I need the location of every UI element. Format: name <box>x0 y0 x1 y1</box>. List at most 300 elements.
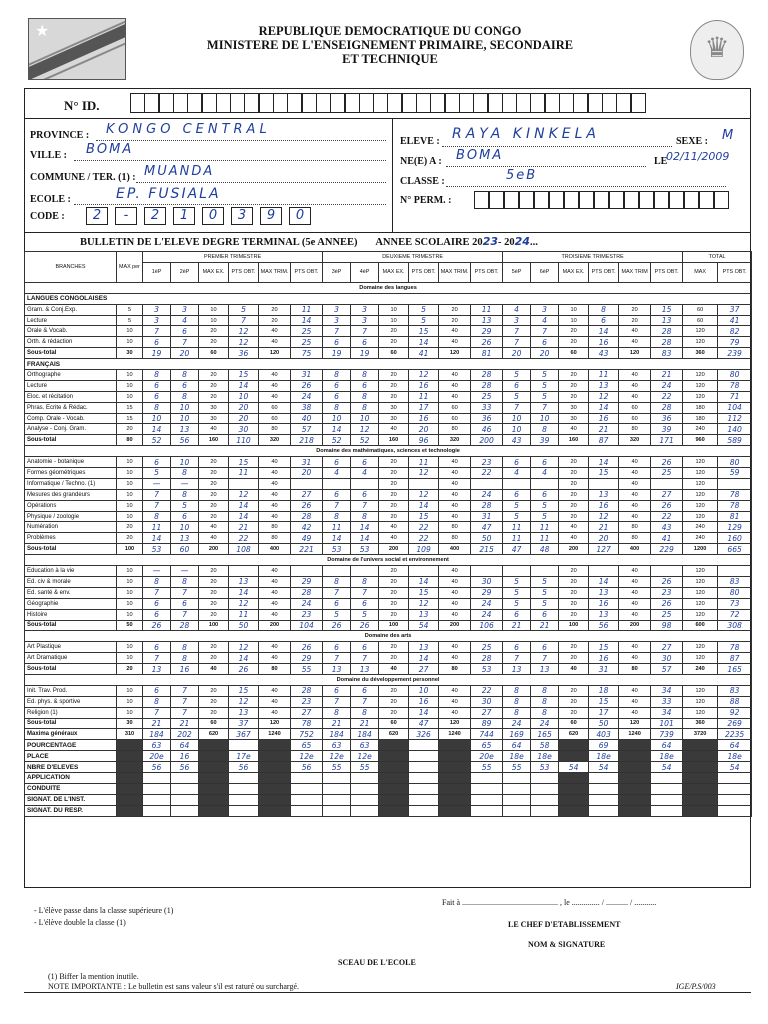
grade-cell: 10 <box>503 413 531 424</box>
summary-cell <box>409 740 439 751</box>
id-digit-box[interactable] <box>430 93 445 113</box>
grade-cell: 752 <box>291 729 323 740</box>
summary-cell <box>171 794 199 805</box>
grade-cell: 40 <box>259 598 291 609</box>
grade-cell: 80 <box>619 664 651 675</box>
grade-cell: 11 <box>143 522 171 533</box>
header-line-3: ET TECHNIQUE <box>342 52 438 66</box>
grade-cell: 10 <box>117 707 143 718</box>
id-digit-box[interactable] <box>302 93 317 113</box>
summary-cell <box>117 762 143 773</box>
grade-cell: 120 <box>683 337 718 348</box>
id-digit-box[interactable] <box>259 93 274 113</box>
summary-cell <box>559 794 589 805</box>
grade-cell: 10 <box>199 304 229 315</box>
bulletin-title-text: BULLETIN DE L'ELEVE DEGRE TERMINAL (5e ANNEE) <box>80 237 358 248</box>
perm-digit-box[interactable] <box>684 191 699 209</box>
grade-cell: 3 <box>323 304 351 315</box>
grade-cell: 8 <box>589 304 619 315</box>
grade-cell: 7 <box>351 696 379 707</box>
grade-cell: 34 <box>651 707 683 718</box>
grade-cell: 20 <box>379 696 409 707</box>
id-digit-box[interactable] <box>216 93 231 113</box>
grade-cell: 60 <box>199 718 229 729</box>
table-row <box>25 424 752 435</box>
grade-cell: 7 <box>323 696 351 707</box>
summary-cell <box>143 794 171 805</box>
summary-cell <box>291 805 323 816</box>
grade-cell: 14 <box>229 500 259 511</box>
grade-cell: 8 <box>143 370 171 381</box>
grade-cell: 30 <box>229 424 259 435</box>
summary-cell <box>589 772 619 783</box>
grade-cell: 20 <box>559 457 589 468</box>
grade-cell: 78 <box>718 380 752 391</box>
id-digit-box[interactable] <box>616 93 631 113</box>
id-digit-box[interactable] <box>330 93 345 113</box>
application-label: APPLICATION <box>25 772 117 783</box>
code-digit-box[interactable]: 1 <box>173 207 195 225</box>
grade-cell <box>471 566 503 577</box>
grade-cell: 16 <box>589 500 619 511</box>
grade-cell: 57 <box>291 424 323 435</box>
grade-cell: 37 <box>229 718 259 729</box>
grade-cell: 30 <box>199 402 229 413</box>
grade-cell: 14 <box>409 337 439 348</box>
grade-cell: 310 <box>117 729 143 740</box>
grade-cell: 13 <box>531 664 559 675</box>
grade-cell: 10 <box>409 685 439 696</box>
grade-cell: 7 <box>143 326 171 337</box>
grade-cell: 200 <box>559 544 589 555</box>
grade-cell: 10 <box>117 587 143 598</box>
grade-cell: 24 <box>291 391 323 402</box>
grade-cell: 40 <box>199 424 229 435</box>
grade-cell: 43 <box>651 522 683 533</box>
grade-cell: 20 <box>379 326 409 337</box>
grade-cell: 120 <box>439 718 471 729</box>
perm-digit-box[interactable] <box>534 191 549 209</box>
table-row <box>25 304 752 315</box>
grade-cell: 8 <box>531 685 559 696</box>
grade-cell: 15 <box>589 696 619 707</box>
id-digit-box[interactable] <box>516 93 531 113</box>
nbre-eleves-label: NBRE D'ELEVES <box>25 762 117 773</box>
grade-cell: 8 <box>171 468 199 479</box>
id-digit-box[interactable] <box>202 93 217 113</box>
grade-cell: 7 <box>171 587 199 598</box>
grade-cell: 165 <box>718 664 752 675</box>
grade-cell: 26 <box>651 457 683 468</box>
grade-cell: 26 <box>291 642 323 653</box>
table-row <box>25 511 752 522</box>
grade-cell: 60 <box>259 402 291 413</box>
perm-digit-box[interactable] <box>714 191 729 209</box>
grade-cell: 47 <box>471 522 503 533</box>
grade-cell: 120 <box>683 457 718 468</box>
id-digit-box[interactable] <box>159 93 174 113</box>
grade-cell: 7 <box>531 653 559 664</box>
grade-cell: 20 <box>379 598 409 609</box>
perm-digit-box[interactable] <box>669 191 684 209</box>
summary-cell <box>379 762 409 773</box>
grade-cell: 120 <box>683 500 718 511</box>
grades-table-head <box>25 252 752 283</box>
grade-cell: 20 <box>379 457 409 468</box>
summary-cell: 56 <box>171 762 199 773</box>
grade-cell: 26 <box>143 620 171 631</box>
grade-cell: 620 <box>379 729 409 740</box>
grade-cell: 12 <box>229 337 259 348</box>
grade-cell: 30 <box>117 718 143 729</box>
grade-cell: 7 <box>171 609 199 620</box>
grade-cell: 120 <box>683 326 718 337</box>
grade-cell: 239 <box>718 348 752 359</box>
province-value: KONGO CENTRAL <box>106 122 271 137</box>
grade-cell: 39 <box>531 435 559 446</box>
grade-cell: 10 <box>117 653 143 664</box>
perm-digit-box[interactable] <box>474 191 489 209</box>
summary-cell <box>531 794 559 805</box>
grade-cell: 13 <box>589 587 619 598</box>
classe-label: CLASSE : <box>400 176 445 187</box>
grade-cell: 180 <box>683 413 718 424</box>
grade-cell: 20 <box>291 468 323 479</box>
grade-cell: 12 <box>409 598 439 609</box>
grade-cell: 24 <box>291 598 323 609</box>
id-digit-box[interactable] <box>230 93 245 113</box>
grade-cell: 7 <box>171 685 199 696</box>
grade-cell: 20 <box>379 468 409 479</box>
grade-cell: 120 <box>683 511 718 522</box>
grade-cell: 34 <box>651 685 683 696</box>
grade-cell: 40 <box>439 380 471 391</box>
grade-cell: 20 <box>379 609 409 620</box>
branch-name: Sous-total <box>25 544 117 555</box>
grade-cell: 129 <box>718 522 752 533</box>
grade-cell: 20 <box>379 587 409 598</box>
grade-cell: 106 <box>471 620 503 631</box>
grade-cell: 26 <box>323 620 351 631</box>
grade-cell: 28 <box>651 337 683 348</box>
grade-cell: 120 <box>683 380 718 391</box>
grade-cell: 20 <box>199 587 229 598</box>
grade-cell: 6 <box>171 380 199 391</box>
pourcentage-row <box>25 740 752 751</box>
grade-cell: 8 <box>171 653 199 664</box>
grade-cell: 25 <box>651 468 683 479</box>
summary-cell <box>718 805 752 816</box>
grade-cell: 11 <box>229 468 259 479</box>
summary-cell: 18e <box>503 751 531 762</box>
perm-digit-box[interactable] <box>699 191 714 209</box>
grade-cell: 4 <box>171 315 199 326</box>
code-digit-box[interactable]: 2 <box>144 207 166 225</box>
code-digit-box[interactable]: 9 <box>260 207 282 225</box>
code-digit-box[interactable]: 0 <box>202 207 224 225</box>
branch-name: Maxima généraux <box>25 729 117 740</box>
grade-cell: 7 <box>143 489 171 500</box>
code-digit-box[interactable]: 2 <box>86 207 108 225</box>
grade-cell: 83 <box>651 348 683 359</box>
perm-digit-box[interactable] <box>639 191 654 209</box>
col-max-per: MAX per <box>117 252 143 283</box>
grade-cell: 6 <box>503 609 531 620</box>
grade-cell: 101 <box>651 718 683 729</box>
grade-cell: 269 <box>718 718 752 729</box>
grade-cell: 21 <box>503 620 531 631</box>
summary-cell: 65 <box>471 740 503 751</box>
col-max-trim-2: MAX TRIM. <box>439 262 471 282</box>
grade-cell: 20 <box>409 424 439 435</box>
id-digit-box[interactable] <box>588 93 603 113</box>
id-digit-box[interactable] <box>530 93 545 113</box>
grade-cell: 20 <box>503 348 531 359</box>
grade-cell: 40 <box>619 707 651 718</box>
id-digit-box[interactable] <box>545 93 560 113</box>
grade-cell <box>503 478 531 489</box>
grade-cell: 20 <box>559 380 589 391</box>
grade-cell: 20 <box>559 598 589 609</box>
grade-cell: 41 <box>651 533 683 544</box>
grade-cell: 6 <box>531 642 559 653</box>
summary-cell <box>718 783 752 794</box>
grade-cell: 620 <box>199 729 229 740</box>
grade-cell: 53 <box>323 544 351 555</box>
grade-cell: 20 <box>379 478 409 489</box>
id-digit-box[interactable] <box>287 93 302 113</box>
grade-cell: 7 <box>143 500 171 511</box>
grade-cell: 14 <box>409 653 439 664</box>
grade-cell: 28 <box>291 587 323 598</box>
conduite-label: CONDUITE <box>25 783 117 794</box>
id-digit-box[interactable] <box>187 93 202 113</box>
summary-cell <box>379 740 409 751</box>
grade-cell: 98 <box>651 620 683 631</box>
grade-cell: 589 <box>718 435 752 446</box>
grade-cell: 30 <box>559 402 589 413</box>
grade-cell <box>323 478 351 489</box>
id-digit-box[interactable] <box>130 93 145 113</box>
grade-cell: 60 <box>199 348 229 359</box>
document-header <box>150 24 630 66</box>
grade-cell: 92 <box>718 707 752 718</box>
perm-label: N° PERM. : <box>400 195 452 206</box>
id-digit-box[interactable] <box>273 93 288 113</box>
id-digit-box[interactable] <box>631 93 646 113</box>
grade-cell: 40 <box>619 511 651 522</box>
perm-digit-box[interactable] <box>549 191 564 209</box>
grade-cell: 120 <box>683 685 718 696</box>
grade-cell: 24 <box>471 609 503 620</box>
perm-digit-box[interactable] <box>654 191 669 209</box>
subtotal-row <box>25 729 752 740</box>
grade-cell: 5 <box>503 500 531 511</box>
signat-inst-label: SIGNAT. DE L'INST. <box>25 794 117 805</box>
grade-cell: 6 <box>323 489 351 500</box>
grade-cell: 10 <box>117 337 143 348</box>
perm-digit-box[interactable] <box>579 191 594 209</box>
table-row <box>25 337 752 348</box>
place-row <box>25 751 752 762</box>
grade-cell: 20 <box>199 696 229 707</box>
domain-row <box>25 282 752 293</box>
grade-cell: 15 <box>117 402 143 413</box>
grade-cell: 21 <box>143 718 171 729</box>
perm-digit-box[interactable] <box>624 191 639 209</box>
id-digit-box[interactable] <box>416 93 431 113</box>
table-row <box>25 587 752 598</box>
code-digit-box[interactable]: 0 <box>289 207 311 225</box>
id-digit-box[interactable] <box>244 93 259 113</box>
code-digit-box[interactable]: - <box>115 207 137 225</box>
summary-cell <box>259 805 291 816</box>
grade-cell: 14 <box>143 424 171 435</box>
grade-cell: 100 <box>559 620 589 631</box>
id-digit-box[interactable] <box>459 93 474 113</box>
grade-cell: 20 <box>559 653 589 664</box>
grade-cell: 29 <box>471 587 503 598</box>
id-digit-box[interactable] <box>473 93 488 113</box>
grade-cell: 171 <box>651 435 683 446</box>
summary-cell: 54 <box>718 762 752 773</box>
summary-cell: 12e <box>323 751 351 762</box>
grade-cell: 80 <box>718 587 752 598</box>
grade-cell: 24 <box>471 489 503 500</box>
branch-name: Orth. & rédaction <box>25 337 117 348</box>
grade-cell: 56 <box>589 620 619 631</box>
code-digit-box[interactable]: 3 <box>231 207 253 225</box>
grade-cell: 5 <box>351 609 379 620</box>
id-digit-box[interactable] <box>345 93 360 113</box>
domain-title: Domaine des arts <box>25 631 752 642</box>
summary-cell <box>199 783 229 794</box>
perm-digit-box[interactable] <box>609 191 624 209</box>
summary-cell: 16 <box>171 751 199 762</box>
note-biffer: (1) Biffer la mention inutile. <box>48 972 139 981</box>
grade-cell: 218 <box>291 435 323 446</box>
grade-cell: 20 <box>559 576 589 587</box>
table-row <box>25 326 752 337</box>
grade-cell: 5 <box>323 609 351 620</box>
id-digit-box[interactable] <box>373 93 388 113</box>
id-digit-box[interactable] <box>602 93 617 113</box>
id-digit-box[interactable] <box>359 93 374 113</box>
summary-cell <box>351 794 379 805</box>
grade-cell: 104 <box>718 402 752 413</box>
perm-digit-box[interactable] <box>594 191 609 209</box>
summary-cell <box>291 772 323 783</box>
grade-cell: 15 <box>651 304 683 315</box>
grade-cell: 40 <box>439 500 471 511</box>
id-digit-box[interactable] <box>573 93 588 113</box>
id-digit-box[interactable] <box>402 93 417 113</box>
grade-cell: 22 <box>651 391 683 402</box>
summary-cell <box>589 794 619 805</box>
perm-digit-box[interactable] <box>489 191 504 209</box>
id-digit-box[interactable] <box>316 93 331 113</box>
grade-cell: 40 <box>259 587 291 598</box>
summary-cell <box>409 762 439 773</box>
summary-cell <box>439 805 471 816</box>
grade-cell: 29 <box>471 326 503 337</box>
national-flag: ★ <box>28 18 126 80</box>
summary-cell <box>683 783 718 794</box>
domain-row <box>25 631 752 642</box>
grade-cell: 10 <box>503 424 531 435</box>
grade-cell: 5 <box>117 315 143 326</box>
perm-digit-box[interactable] <box>564 191 579 209</box>
summary-cell <box>143 772 171 783</box>
double-classe-text: - L'élève double la classe (1) <box>34 918 126 927</box>
grade-cell: 40 <box>199 533 229 544</box>
id-digit-box[interactable] <box>488 93 503 113</box>
section-title: FRANÇAIS <box>25 359 752 370</box>
summary-cell <box>199 805 229 816</box>
grade-cell: 127 <box>589 544 619 555</box>
grade-cell: 1240 <box>439 729 471 740</box>
grade-cell: 8 <box>143 576 171 587</box>
grade-cell: 7 <box>351 500 379 511</box>
summary-cell <box>171 783 199 794</box>
grade-cell: 20 <box>559 391 589 402</box>
grade-cell: 40 <box>619 468 651 479</box>
branch-name: Numération <box>25 522 117 533</box>
id-digit-box[interactable] <box>445 93 460 113</box>
conduite-row <box>25 783 752 794</box>
grade-cell <box>291 566 323 577</box>
id-digit-box[interactable] <box>387 93 402 113</box>
id-digit-box[interactable] <box>559 93 574 113</box>
grade-cell: 42 <box>291 522 323 533</box>
summary-cell: 12e <box>291 751 323 762</box>
grade-cell: 20 <box>199 391 229 402</box>
grade-cell: 10 <box>117 642 143 653</box>
branch-name: Mesures des grandeurs <box>25 489 117 500</box>
grade-cell: 36 <box>651 413 683 424</box>
id-digit-box[interactable] <box>173 93 188 113</box>
annee-end: ... <box>529 237 538 248</box>
grade-cell: 10 <box>117 370 143 381</box>
grade-cell: 14 <box>409 500 439 511</box>
summary-cell <box>503 794 531 805</box>
col-max-total: MAX <box>683 262 718 282</box>
grade-cell: 200 <box>619 620 651 631</box>
perm-digit-box[interactable] <box>504 191 519 209</box>
grade-cell: 20 <box>439 315 471 326</box>
grade-cell: 3 <box>351 315 379 326</box>
grade-cell: 23 <box>471 457 503 468</box>
grade-cell: 7 <box>531 326 559 337</box>
id-digit-box[interactable] <box>144 93 159 113</box>
grade-cell: 26 <box>651 598 683 609</box>
id-digit-box[interactable] <box>502 93 517 113</box>
grade-cell: 40 <box>439 391 471 402</box>
grade-cell: 10 <box>171 522 199 533</box>
grade-cell: 160 <box>559 435 589 446</box>
grade-cell: 40 <box>559 424 589 435</box>
grade-cell: 40 <box>259 685 291 696</box>
grade-cell: 60 <box>559 718 589 729</box>
grade-cell: 15 <box>229 457 259 468</box>
summary-cell <box>619 772 651 783</box>
grade-cell: 20 <box>199 685 229 696</box>
grade-cell: 40 <box>379 522 409 533</box>
summary-cell: 58 <box>531 740 559 751</box>
grade-cell: 8 <box>171 370 199 381</box>
perm-digit-box[interactable] <box>519 191 534 209</box>
grade-cell: 40 <box>439 653 471 664</box>
